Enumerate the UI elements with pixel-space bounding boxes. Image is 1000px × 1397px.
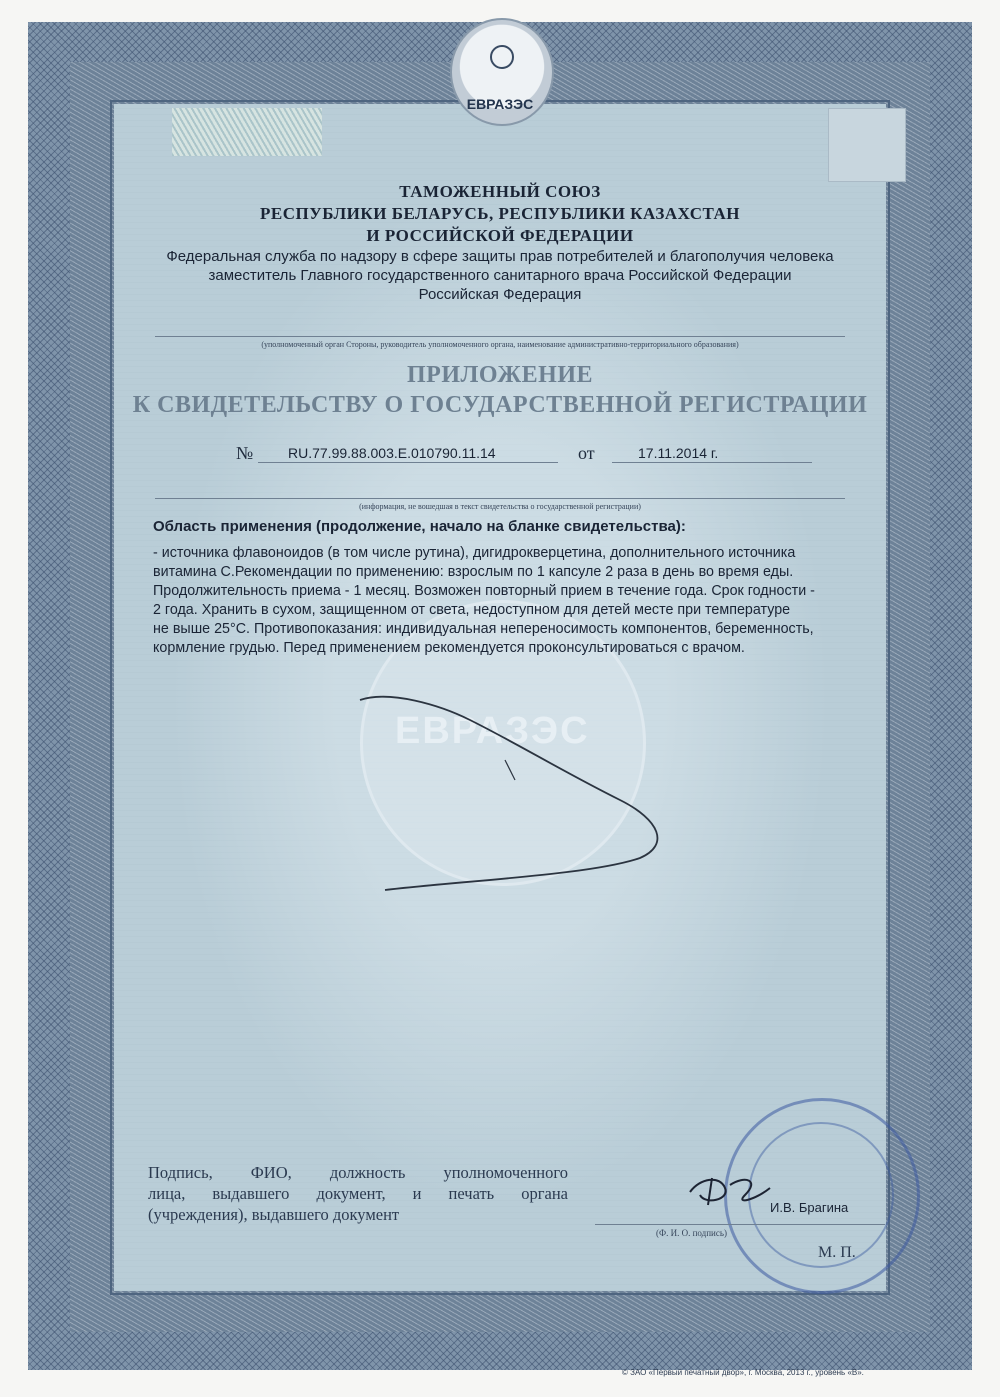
title-line-1: ПРИЛОЖЕНИЕ — [406, 362, 594, 388]
registration-number: RU.77.99.88.003.E.010790.11.14 — [288, 445, 496, 461]
info-caption: (информация, не вошедшая в текст свидетельства о государственной регистрации) — [359, 502, 641, 511]
printer-imprint: © ЗАО «Первый печатный двор», г. Москва, 2013 г., уровень «В». — [622, 1368, 864, 1377]
title-line-2: К СВИДЕТЕЛЬСТВУ О ГОСУДАРСТВЕННОЙ РЕГИСТРАЦИИ — [132, 392, 868, 418]
header-line-2: РЕСПУБЛИКИ БЕЛАРУСЬ, РЕСПУБЛИКИ КАЗАХСТАН — [260, 204, 740, 223]
signature-underline — [595, 1224, 885, 1225]
content-line: кормление грудью. Перед применением рекомендуется проконсультироваться с врачом. — [153, 640, 745, 656]
signatory-name: И.В. Брагина — [770, 1200, 849, 1215]
authority-line-3: Российская Федерация — [418, 286, 582, 303]
header-line-3: И РОССИЙСКОЙ ФЕДЕРАЦИИ — [366, 226, 634, 245]
watermark-text: ЕВРАЗЭС — [395, 710, 590, 752]
fio-caption: (Ф. И. О. подпись) — [656, 1228, 727, 1238]
emblem-label: ЕВРАЗЭС — [466, 96, 534, 112]
content-line: витамина С.Рекомендации по применению: взрослым по 1 капсуле 2 раза в день во время еды. — [153, 564, 794, 580]
content-heading: Область применения (продолжение, начало на бланке свидетельства): — [153, 518, 686, 535]
authority-line-1: Федеральная служба по надзору в сфере защиты прав потребителей и благополучия человека — [166, 248, 834, 265]
from-label: от — [578, 443, 595, 463]
authority-line-2: заместитель Главного государственного санитарного врача Российской Федерации — [208, 267, 792, 284]
seal-place-label: М. П. — [818, 1244, 856, 1261]
content-line: не выше 25°С. Противопоказания: индивидуальная непереносимость компонентов, беременность, — [153, 621, 814, 637]
content-line: - источника флавоноидов (в том числе рутина), дигидрокверцетина, дополнительного источника — [153, 545, 796, 561]
authority-caption: (уполномоченный орган Стороны, руководитель уполномоченного органа, наименование административно-территориального образования) — [261, 340, 739, 349]
registration-date: 17.11.2014 г. — [638, 445, 719, 461]
content-line: 2 года. Хранить в сухом, защищенном от света, недоступном для детей месте при температуре — [153, 602, 791, 618]
signature-label: Подпись, ФИО, должность уполномоченного лица, выдавшего документ, и печать органа (учреждения), выдавшего документ — [148, 1163, 568, 1224]
content-line: Продолжительность приема - 1 месяц. Возможен повторный прием в течение года. Срок годности - — [153, 583, 815, 599]
header-line-1: ТАМОЖЕННЫЙ СОЮЗ — [399, 182, 601, 201]
number-label: № — [236, 443, 254, 463]
